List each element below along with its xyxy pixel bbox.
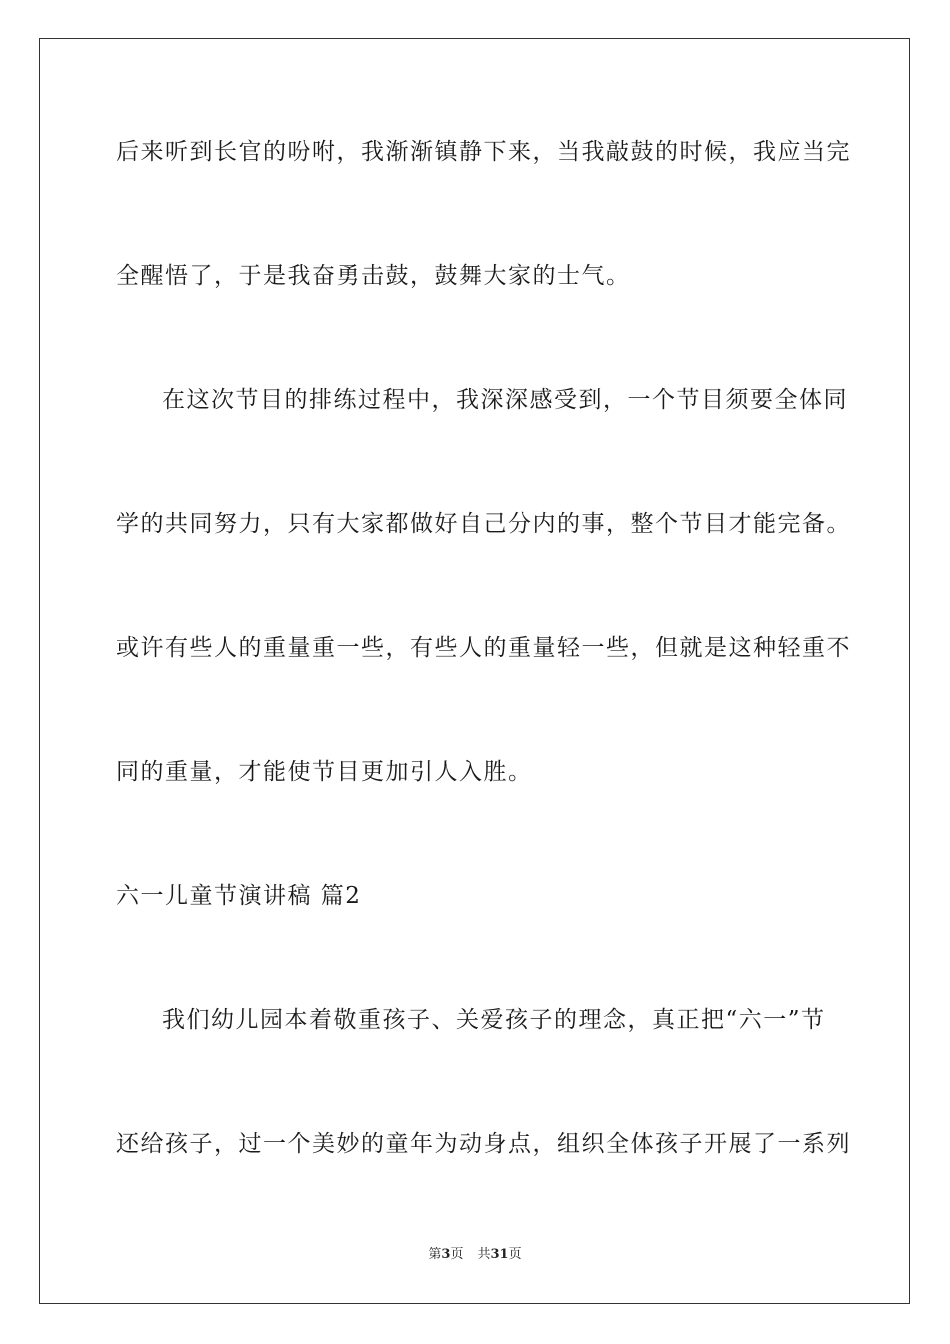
page-label-suffix: 页 <box>450 1247 464 1262</box>
body-text-line: 同的重量，才能使节目更加引人入胜。 <box>116 759 533 785</box>
body-text-line: 我们幼儿园本着敬重孩子、关爱孩子的理念，真正把“六一”节 <box>162 1007 826 1033</box>
page-border <box>39 38 910 1304</box>
body-text-line: 后来听到长官的吩咐，我渐渐镇静下来，当我敲鼓的时候，我应当完 <box>116 139 851 165</box>
body-text-line: 全醒悟了，于是我奋勇击鼓，鼓舞大家的士气。 <box>116 263 631 289</box>
body-text-line: 还给孩子，过一个美妙的童年为动身点，组织全体孩子开展了一系列 <box>116 1131 851 1157</box>
page-label-prefix: 第 <box>428 1247 442 1262</box>
total-pages: 31 <box>490 1247 509 1262</box>
total-label-suffix: 页 <box>508 1247 522 1262</box>
section-heading: 六一儿童节演讲稿 篇2 <box>116 883 362 909</box>
body-text-line: 或许有些人的重量重一些，有些人的重量轻一些，但就是这种轻重不 <box>116 635 851 661</box>
body-text-line: 在这次节目的排练过程中，我深深感受到，一个节目须要全体同 <box>162 387 848 413</box>
page-number: 3 <box>441 1247 451 1262</box>
total-label-prefix: 共 <box>477 1247 491 1262</box>
body-text-line: 学的共同努力，只有大家都做好自己分内的事，整个节目才能完备。 <box>116 511 851 537</box>
page-footer <box>0 1246 950 1264</box>
